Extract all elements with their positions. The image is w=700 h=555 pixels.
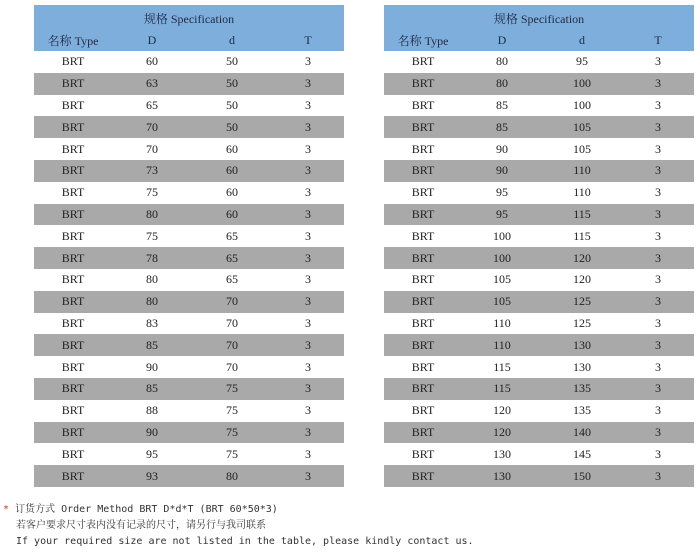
cell-d: 125 <box>573 294 591 309</box>
cell-T: 3 <box>655 228 661 243</box>
cell-d: 50 <box>226 76 238 91</box>
cell-d: 120 <box>573 272 591 287</box>
cell-type: BRT <box>61 468 85 483</box>
cell-T: 3 <box>655 272 661 287</box>
cell-D: 130 <box>493 468 511 483</box>
cell-type: BRT <box>411 381 435 396</box>
cell-type: BRT <box>61 446 85 461</box>
cell-d: 65 <box>226 228 238 243</box>
table-row <box>34 247 344 269</box>
cell-d: 65 <box>226 272 238 287</box>
table-row <box>384 160 694 182</box>
cell-d: 60 <box>226 163 238 178</box>
cell-T: 3 <box>305 294 311 309</box>
cell-D: 95 <box>496 185 508 200</box>
cell-T: 3 <box>305 141 311 156</box>
cell-type: BRT <box>61 403 85 418</box>
table-row <box>34 51 344 73</box>
cell-D: 90 <box>496 141 508 156</box>
cell-D: 63 <box>146 76 158 91</box>
cell-type: BRT <box>411 76 435 91</box>
cell-T: 3 <box>305 97 311 112</box>
cell-type: BRT <box>61 359 85 374</box>
cell-type: BRT <box>61 141 85 156</box>
cell-type: BRT <box>61 315 85 330</box>
cell-D: 60 <box>146 54 158 69</box>
cell-T: 3 <box>655 424 661 439</box>
cell-T: 3 <box>305 119 311 134</box>
cell-D: 85 <box>146 381 158 396</box>
table-row <box>34 313 344 335</box>
cell-d: 75 <box>226 446 238 461</box>
cell-T: 3 <box>305 403 311 418</box>
table-row <box>34 182 344 204</box>
cell-type: BRT <box>61 97 85 112</box>
cell-d: 115 <box>573 206 591 221</box>
cell-T: 3 <box>305 381 311 396</box>
cell-d: 95 <box>576 54 588 69</box>
cell-T: 3 <box>305 315 311 330</box>
cell-D: 80 <box>496 54 508 69</box>
cell-d: 70 <box>226 294 238 309</box>
cell-d: 60 <box>226 185 238 200</box>
cell-D: 85 <box>146 337 158 352</box>
table-row <box>384 400 694 422</box>
cell-type: BRT <box>411 315 435 330</box>
cell-T: 3 <box>305 468 311 483</box>
table-header <box>34 5 344 51</box>
table-row <box>34 356 344 378</box>
cell-type: BRT <box>61 206 85 221</box>
cell-D: 80 <box>146 206 158 221</box>
cell-type: BRT <box>411 206 435 221</box>
col-T-header: T <box>304 32 312 47</box>
asterisk: * <box>3 504 10 515</box>
cell-T: 3 <box>655 468 661 483</box>
cell-type: BRT <box>411 337 435 352</box>
cell-T: 3 <box>305 250 311 265</box>
cell-d: 130 <box>573 359 591 374</box>
cell-T: 3 <box>305 76 311 91</box>
cell-D: 70 <box>146 119 158 134</box>
cell-d: 105 <box>573 141 591 156</box>
table-row <box>34 465 344 487</box>
cell-D: 120 <box>493 403 511 418</box>
table-row <box>384 182 694 204</box>
table-row <box>34 160 344 182</box>
cell-type: BRT <box>411 468 435 483</box>
order-method-text: 订货方式 Order Method BRT D*d*T (BRT 60*50*3) <box>15 504 278 515</box>
spec-heading: 规格 Specification <box>143 12 235 26</box>
cell-D: 95 <box>496 206 508 221</box>
cell-type: BRT <box>61 54 85 69</box>
cell-type: BRT <box>61 119 85 134</box>
table-row <box>384 95 694 117</box>
cell-type: BRT <box>411 119 435 134</box>
cell-type: BRT <box>61 337 85 352</box>
order-method-line <box>3 502 474 518</box>
table-row <box>34 378 344 400</box>
cell-d: 120 <box>573 250 591 265</box>
cell-D: 85 <box>496 97 508 112</box>
cell-D: 95 <box>146 446 158 461</box>
cell-T: 3 <box>305 185 311 200</box>
cell-d: 75 <box>226 381 238 396</box>
cell-T: 3 <box>655 141 661 156</box>
cell-D: 80 <box>146 294 158 309</box>
cell-T: 3 <box>655 315 661 330</box>
cell-D: 93 <box>146 468 158 483</box>
cell-D: 100 <box>493 250 511 265</box>
cell-d: 70 <box>226 337 238 352</box>
cell-d: 110 <box>573 185 591 200</box>
table-row <box>384 51 694 73</box>
cell-d: 150 <box>573 468 591 483</box>
cell-d: 140 <box>573 424 591 439</box>
cell-T: 3 <box>305 337 311 352</box>
table-header <box>384 5 694 51</box>
cell-D: 90 <box>146 359 158 374</box>
cell-d: 65 <box>226 250 238 265</box>
cell-d: 135 <box>573 403 591 418</box>
cell-D: 120 <box>493 424 511 439</box>
cell-d: 105 <box>573 119 591 134</box>
cell-d: 100 <box>573 76 591 91</box>
cell-D: 65 <box>146 97 158 112</box>
cell-T: 3 <box>655 163 661 178</box>
cell-type: BRT <box>61 250 85 265</box>
cell-D: 90 <box>146 424 158 439</box>
col-D-header: D <box>497 32 507 47</box>
cell-d: 50 <box>226 54 238 69</box>
table-row <box>384 269 694 291</box>
spec-table-left <box>34 5 344 487</box>
cell-D: 115 <box>493 359 511 374</box>
cell-D: 75 <box>146 185 158 200</box>
cell-T: 3 <box>305 228 311 243</box>
col-T-header: T <box>654 32 662 47</box>
cell-d: 70 <box>226 315 238 330</box>
cell-D: 88 <box>146 403 158 418</box>
cell-D: 90 <box>496 163 508 178</box>
cell-d: 80 <box>226 468 238 483</box>
cell-T: 3 <box>305 206 311 221</box>
cell-T: 3 <box>655 119 661 134</box>
cell-D: 115 <box>493 381 511 396</box>
table-row <box>34 73 344 95</box>
table-row <box>34 116 344 138</box>
cell-D: 110 <box>493 337 511 352</box>
table-row <box>384 204 694 226</box>
spec-table-right <box>384 5 694 487</box>
cell-D: 83 <box>146 315 158 330</box>
cell-D: 105 <box>493 294 511 309</box>
cell-type: BRT <box>411 446 435 461</box>
cell-T: 3 <box>655 337 661 352</box>
cell-T: 3 <box>655 446 661 461</box>
col-d-header: d <box>579 32 585 47</box>
cell-T: 3 <box>655 403 661 418</box>
cell-T: 3 <box>305 163 311 178</box>
cell-T: 3 <box>655 97 661 112</box>
cell-type: BRT <box>61 272 85 287</box>
cell-type: BRT <box>61 381 85 396</box>
table-row <box>384 138 694 160</box>
col-D-header: D <box>147 32 157 47</box>
custom-size-en: If your required size are not listed in the table, please kindly contact us. <box>16 536 474 547</box>
cell-D: 78 <box>146 250 158 265</box>
table-row <box>384 465 694 487</box>
table-row <box>384 443 694 465</box>
cell-d: 145 <box>573 446 591 461</box>
cell-d: 110 <box>573 163 591 178</box>
cell-T: 3 <box>305 359 311 374</box>
cell-d: 115 <box>573 228 591 243</box>
cell-d: 50 <box>226 119 238 134</box>
table-row <box>384 313 694 335</box>
cell-type: BRT <box>61 163 85 178</box>
cell-type: BRT <box>411 185 435 200</box>
table-row <box>34 269 344 291</box>
cell-type: BRT <box>411 250 435 265</box>
col-type-header: 名称 Type <box>47 33 99 48</box>
table-row <box>34 400 344 422</box>
cell-d: 100 <box>573 97 591 112</box>
cell-type: BRT <box>411 424 435 439</box>
cell-D: 80 <box>146 272 158 287</box>
cell-T: 3 <box>655 359 661 374</box>
cell-D: 110 <box>493 315 511 330</box>
table-row <box>34 422 344 444</box>
table-row <box>384 116 694 138</box>
table-row <box>34 225 344 247</box>
cell-D: 85 <box>496 119 508 134</box>
cell-d: 70 <box>226 359 238 374</box>
cell-type: BRT <box>411 294 435 309</box>
table-row <box>384 291 694 313</box>
table-row <box>34 443 344 465</box>
cell-T: 3 <box>655 381 661 396</box>
cell-T: 3 <box>655 76 661 91</box>
cell-type: BRT <box>411 141 435 156</box>
cell-T: 3 <box>305 446 311 461</box>
cell-D: 73 <box>146 163 158 178</box>
cell-type: BRT <box>411 163 435 178</box>
table-row <box>384 247 694 269</box>
cell-type: BRT <box>61 76 85 91</box>
cell-d: 125 <box>573 315 591 330</box>
cell-type: BRT <box>411 97 435 112</box>
cell-D: 100 <box>493 228 511 243</box>
cell-T: 3 <box>305 272 311 287</box>
cell-D: 70 <box>146 141 158 156</box>
table-row <box>34 334 344 356</box>
cell-d: 50 <box>226 97 238 112</box>
col-type-header: 名称 Type <box>397 33 449 48</box>
cell-type: BRT <box>61 185 85 200</box>
table-row <box>384 422 694 444</box>
cell-d: 75 <box>226 403 238 418</box>
cell-T: 3 <box>655 185 661 200</box>
cell-type: BRT <box>61 294 85 309</box>
cell-T: 3 <box>655 54 661 69</box>
cell-d: 135 <box>573 381 591 396</box>
cell-T: 3 <box>655 206 661 221</box>
table-row <box>34 291 344 313</box>
table-row <box>34 95 344 117</box>
cell-T: 3 <box>655 294 661 309</box>
table-row <box>34 138 344 160</box>
spec-heading: 规格 Specification <box>493 12 585 26</box>
cell-D: 130 <box>493 446 511 461</box>
cell-type: BRT <box>411 359 435 374</box>
table-row <box>384 73 694 95</box>
table-row <box>384 378 694 400</box>
cell-D: 105 <box>493 272 511 287</box>
col-d-header: d <box>229 32 235 47</box>
cell-type: BRT <box>411 228 435 243</box>
cell-T: 3 <box>305 54 311 69</box>
cell-D: 80 <box>496 76 508 91</box>
table-row <box>384 225 694 247</box>
cell-d: 60 <box>226 206 238 221</box>
table-row <box>384 334 694 356</box>
cell-d: 75 <box>226 424 238 439</box>
cell-type: BRT <box>61 424 85 439</box>
cell-d: 60 <box>226 141 238 156</box>
cell-type: BRT <box>411 403 435 418</box>
cell-D: 75 <box>146 228 158 243</box>
table-row <box>384 356 694 378</box>
cell-type: BRT <box>61 228 85 243</box>
cell-type: BRT <box>411 54 435 69</box>
table-row <box>34 204 344 226</box>
cell-T: 3 <box>305 424 311 439</box>
order-notes <box>3 502 474 550</box>
custom-size-cn: 若客户要求尺寸表内没有记录的尺寸，请另行与我司联系 <box>16 520 266 531</box>
cell-type: BRT <box>411 272 435 287</box>
cell-d: 130 <box>573 337 591 352</box>
cell-T: 3 <box>655 250 661 265</box>
